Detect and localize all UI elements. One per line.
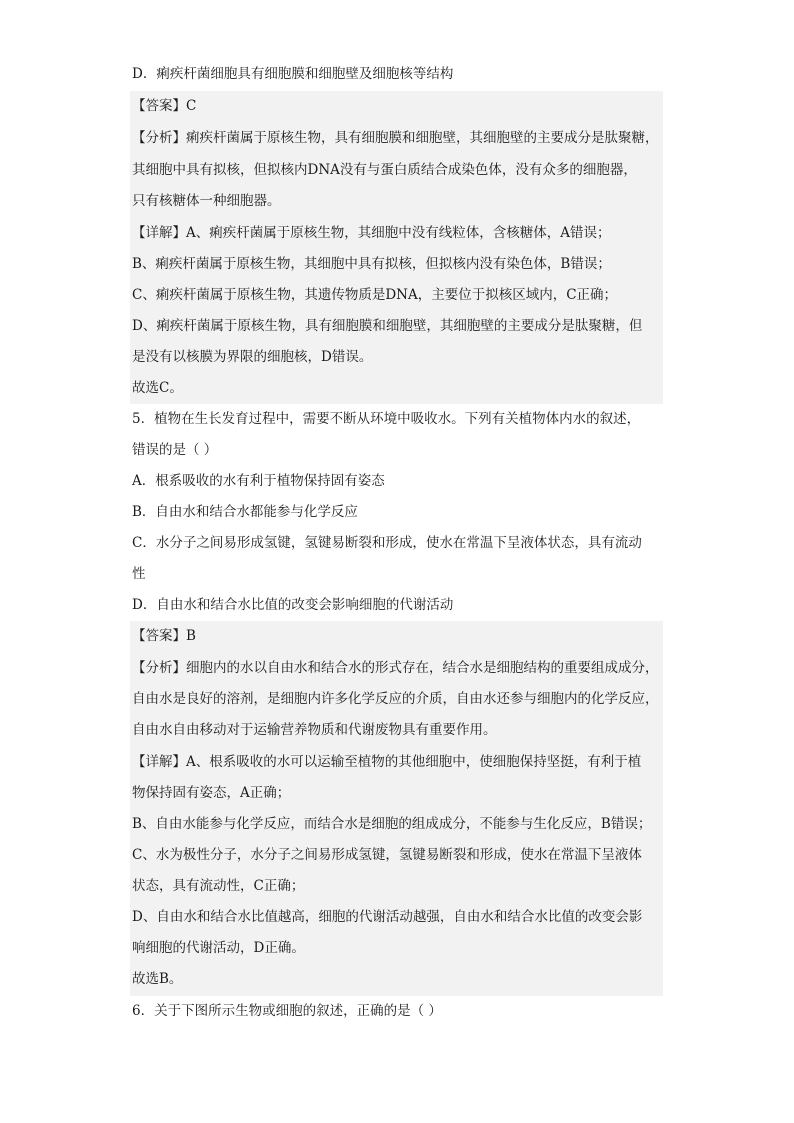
q5-answer: 【答案】B — [132, 628, 196, 644]
q4-explanation-line-4: D、痢疾杆菌属于原核生物，具有细胞膜和细胞壁，其细胞壁的主要成分是肽聚糖，但 — [132, 318, 643, 334]
q5-stem-line-1: 5．植物在生长发育过程中，需要不断从环境中吸收水。下列有关植物体内水的叙述， — [132, 411, 641, 427]
q4-explanation-line-5: 是没有以核膜为界限的细胞核，D错误。 — [132, 349, 373, 365]
q4-answer: 【答案】C — [132, 98, 197, 114]
q4-explanation-line-2: B、痢疾杆菌属于原核生物，其细胞中具有拟核，但拟核内没有染色体，B错误； — [132, 256, 611, 272]
q5-option-d: D．自由水和结合水比值的改变会影响细胞的代谢活动 — [132, 597, 454, 613]
q5-explanation-line-6: D、自由水和结合水比值越高，细胞的代谢活动越强，自由水和结合水比值的改变会影 — [132, 909, 643, 925]
q4-explanation-line-3: C、痢疾杆菌属于原核生物，其遗传物质是DNA，主要位于拟核区域内，C正确； — [132, 287, 618, 303]
q5-explanation-line-1: 【详解】A、根系吸收的水可以运输至植物的其他细胞中，使细胞保持坚挺，有利于植 — [132, 754, 642, 770]
q4-conclusion: 故选C。 — [132, 380, 183, 396]
q5-explanation-line-4: C、水为极性分子，水分子之间易形成氢键，氢键易断裂和形成，使水在常温下呈液体 — [132, 847, 642, 863]
q5-option-a: A．根系吸收的水有利于植物保持固有姿态 — [132, 473, 385, 489]
q6-stem: 6．关于下图所示生物或细胞的叙述，正确的是（ ） — [132, 1003, 442, 1019]
q5-analysis-line-2: 自由水是良好的溶剂，是细胞内许多化学反应的介质，自由水还参与细胞内的化学反应， — [132, 691, 659, 707]
q4-explanation-line-1: 【详解】A、痢疾杆菌属于原核生物，其细胞中没有线粒体，含核糖体，A错误； — [132, 225, 611, 241]
q5-option-c-line-2: 性 — [132, 566, 146, 582]
q5-explanation-line-5: 状态，具有流动性，C正确； — [132, 878, 305, 894]
q5-option-c-line-1: C．水分子之间易形成氢键，氢键易断裂和形成，使水在常温下呈液体状态，具有流动 — [132, 535, 642, 551]
q4-analysis-line-2: 其细胞中具有拟核，但拟核内DNA没有与蛋白质结合成染色体，没有众多的细胞器， — [132, 162, 637, 178]
q4-analysis-line-1: 【分析】痢疾杆菌属于原核生物，具有细胞膜和细胞壁，其细胞壁的主要成分是肽聚糖， — [132, 130, 659, 146]
q5-explanation-line-2: 物保持固有姿态，A正确； — [132, 785, 291, 801]
q4-analysis-line-3: 只有核糖体一种细胞器。 — [132, 193, 281, 209]
q4-option-d: D．痢疾杆菌细胞具有细胞膜和细胞壁及细胞核等结构 — [132, 66, 454, 82]
q5-analysis-line-3: 自由水自由移动对于运输营养物质和代谢废物具有重要作用。 — [132, 722, 497, 738]
q5-option-b: B．自由水和结合水都能参与化学反应 — [132, 504, 358, 520]
q5-explanation-line-3: B、自由水能参与化学反应，而结合水是细胞的组成成分，不能参与生化反应，B错误； — [132, 816, 652, 832]
q5-analysis-line-1: 【分析】细胞内的水以自由水和结合水的形式存在，结合水是细胞结构的重要组成成分， — [132, 660, 659, 676]
q5-stem-line-2: 错误的是（ ） — [132, 442, 218, 458]
q5-conclusion: 故选B。 — [132, 971, 183, 987]
q5-explanation-line-7: 响细胞的代谢活动，D正确。 — [132, 940, 305, 956]
